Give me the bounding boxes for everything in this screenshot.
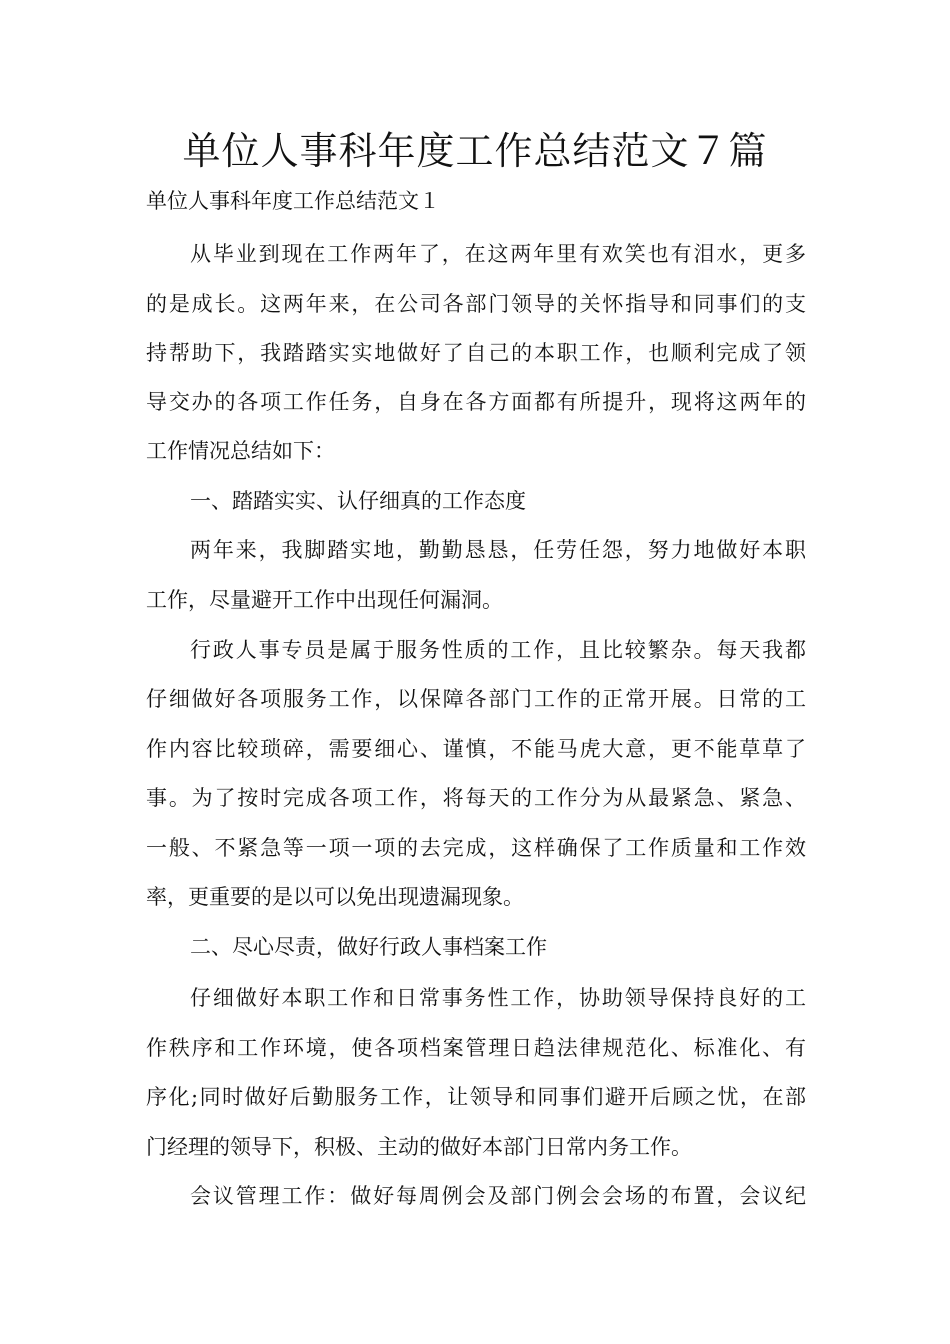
section-heading: 二、尽心尽责，做好行政人事档案工作 [190, 935, 547, 959]
paragraph-line: 作内容比较琐碎，需要细心、谨慎，不能马虎大意，更不能草草了 [146, 737, 806, 761]
paragraph-line: 导交办的各项工作任务，自身在各方面都有所提升，现将这两年的 [146, 390, 806, 414]
paragraph-line: 仔细做好本职工作和日常事务性工作，协助领导保持良好的工 [190, 986, 806, 1010]
document-title: 单位人事科年度工作总结范文７篇 [182, 129, 768, 173]
paragraph-line: 持帮助下，我踏踏实实地做好了自己的本职工作，也顺利完成了领 [146, 341, 806, 365]
paragraph-line: 工作，尽量避开工作中出现任何漏洞。 [146, 588, 503, 612]
section-heading: 一、踏踏实实、认仔细真的工作态度 [190, 489, 526, 513]
paragraph-line: 行政人事专员是属于服务性质的工作，且比较繁杂。每天我都 [190, 638, 806, 662]
paragraph-line: 事。为了按时完成各项工作，将每天的工作分为从最紧急、紧急、 [146, 786, 806, 810]
paragraph-line: 两年来，我脚踏实地，勤勤恳恳，任劳任怨，努力地做好本职 [190, 538, 806, 562]
section-heading: 单位人事科年度工作总结范文１ [146, 189, 440, 213]
paragraph-line: 门经理的领导下，积极、主动的做好本部门日常内务工作。 [146, 1135, 692, 1159]
paragraph-line: 作秩序和工作环境，使各项档案管理日趋法律规范化、标准化、有 [146, 1036, 806, 1060]
paragraph-line: 从毕业到现在工作两年了，在这两年里有欢笑也有泪水，更多 [190, 242, 806, 266]
paragraph-line: 工作情况总结如下： [146, 439, 335, 463]
paragraph-line: 一般、不紧急等一项一项的去完成，这样确保了工作质量和工作效 [146, 836, 806, 860]
paragraph-line: 序化;同时做好后勤服务工作，让领导和同事们避开后顾之忧，在部 [146, 1085, 806, 1109]
paragraph-line: 的是成长。这两年来，在公司各部门领导的关怀指导和同事们的支 [146, 292, 806, 316]
paragraph-line: 率，更重要的是以可以免出现遗漏现象。 [146, 885, 524, 909]
paragraph-line: 仔细做好各项服务工作，以保障各部门工作的正常开展。日常的工 [146, 687, 806, 711]
paragraph-line: 会议管理工作：做好每周例会及部门例会会场的布置，会议纪 [190, 1184, 806, 1208]
